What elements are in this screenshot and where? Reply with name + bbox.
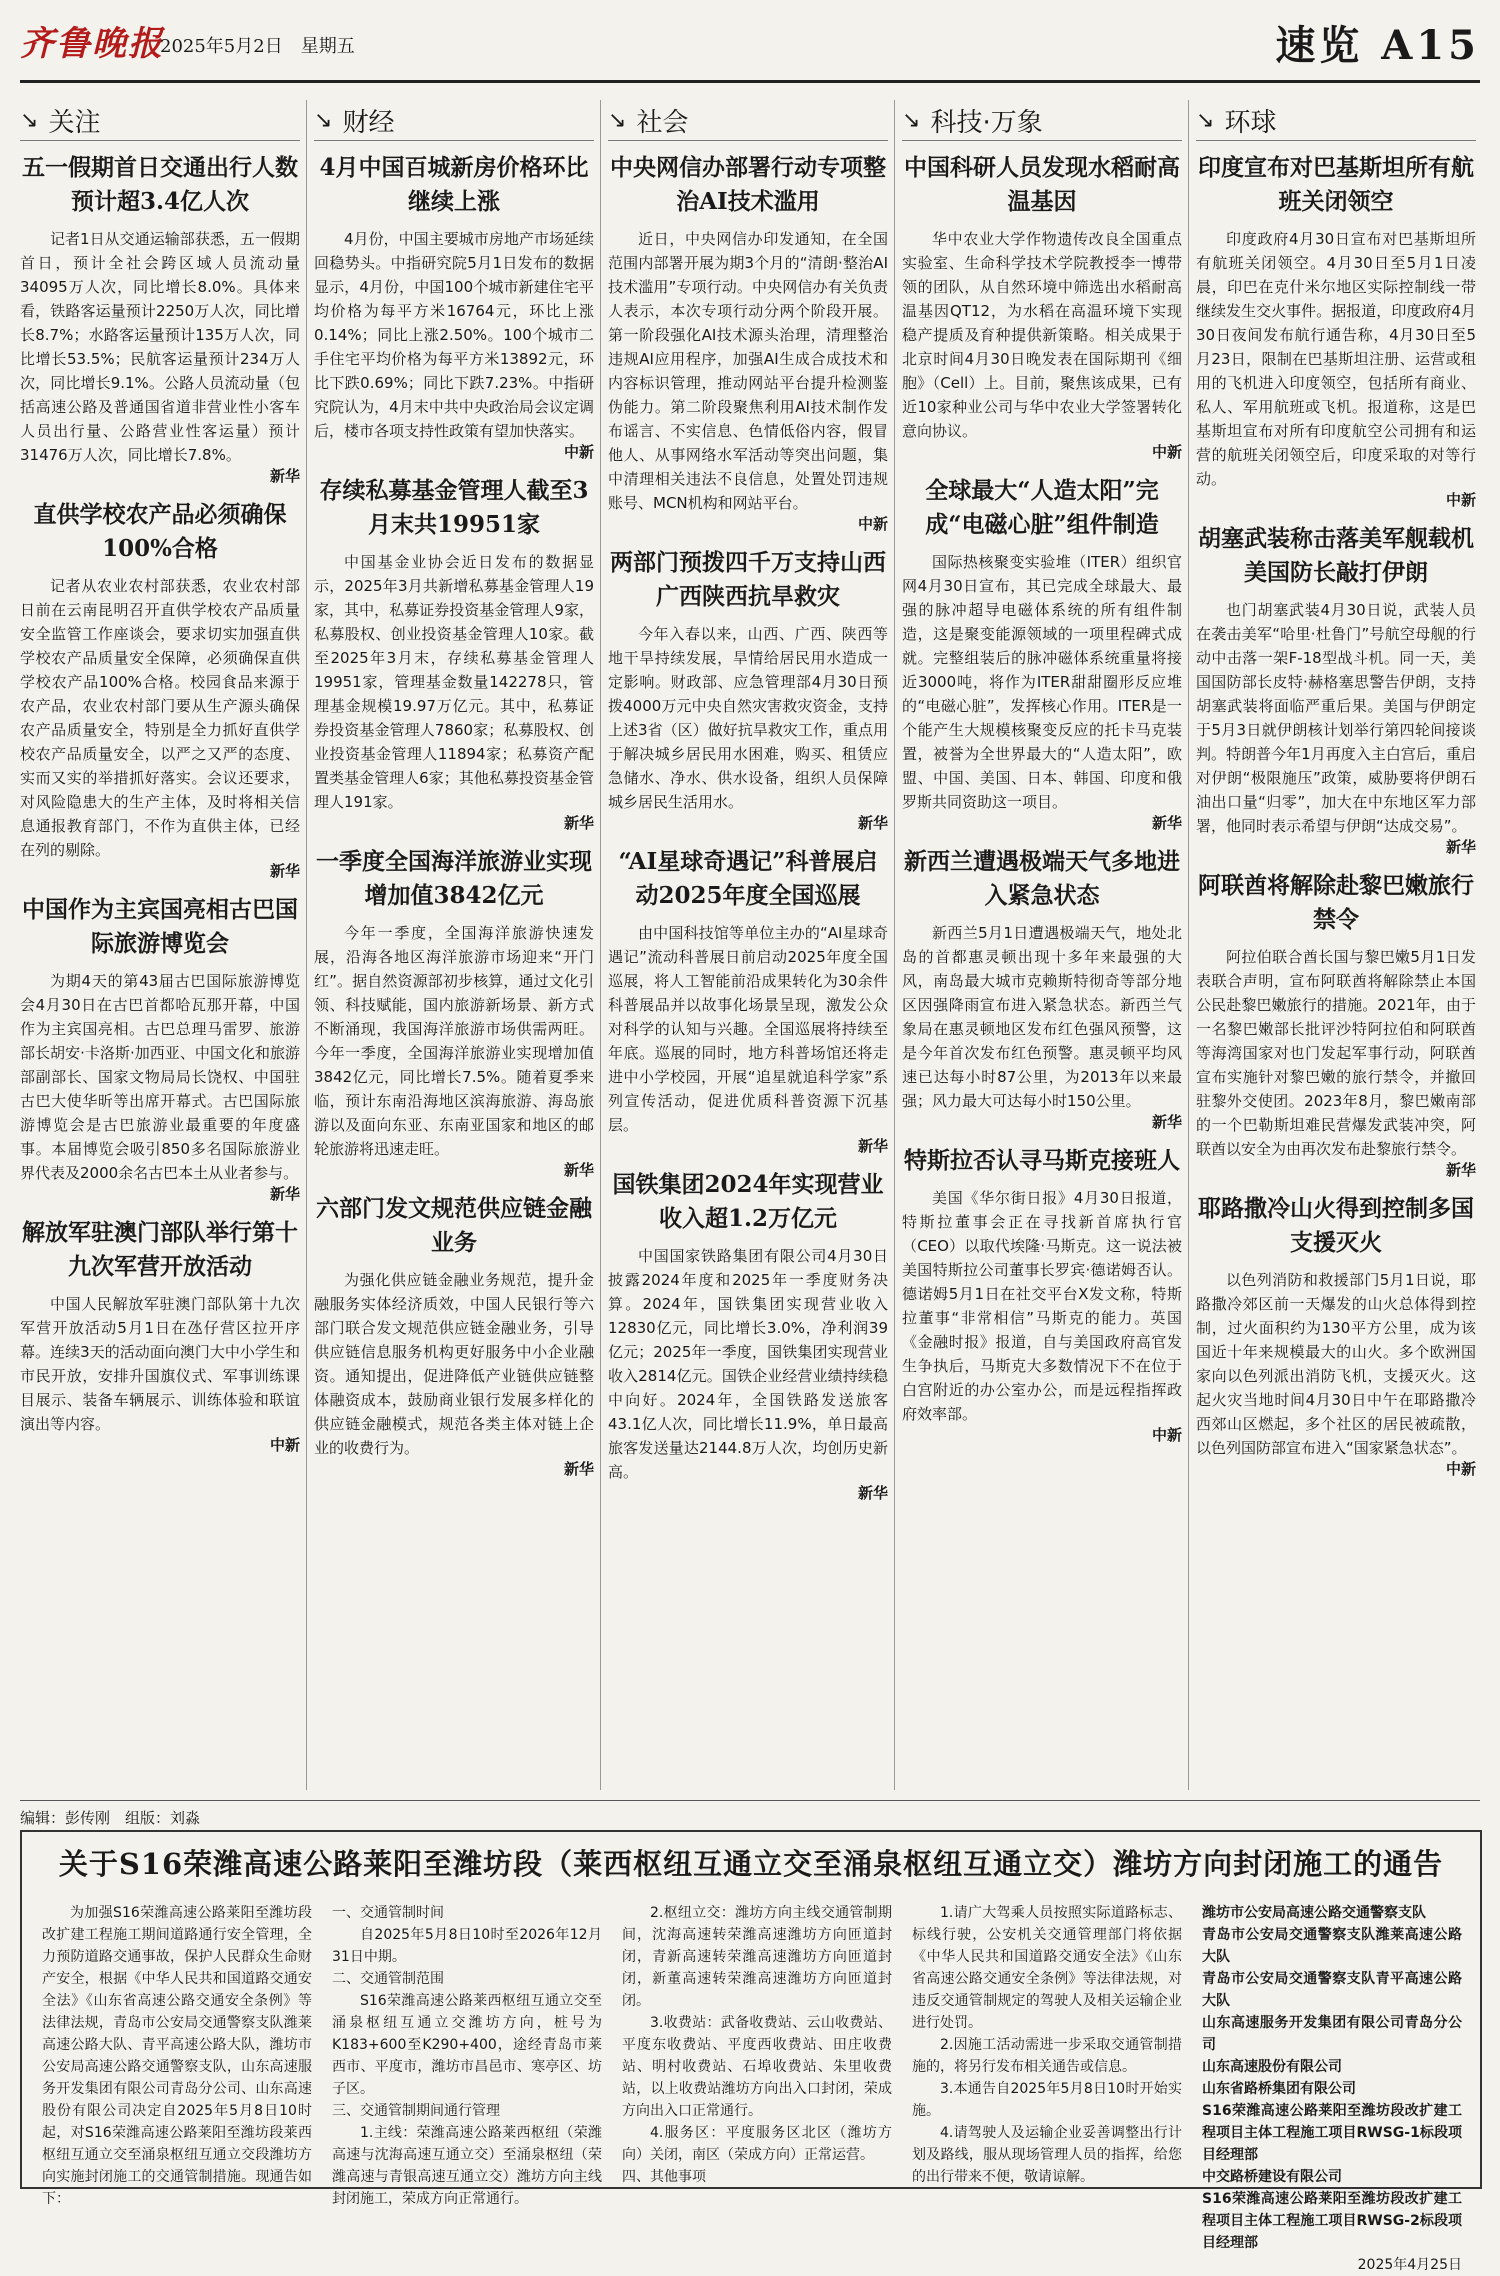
notice-col-3 xyxy=(622,1902,892,2185)
notice-text: 2.因施工活动需进一步采取交通管制措施的，将另行发布相关通告或信息。 xyxy=(912,2037,1182,2075)
arrow-icon: ↘ xyxy=(314,107,333,133)
news-column xyxy=(20,100,300,1790)
notice-section: 二、交通管制范围 xyxy=(332,1971,444,1987)
article-body: 印度政府4月30日宣布对巴基斯坦所有航班关闭领空。4月30日至5月1日凌晨，印巴在克什米尔地区实际控制线一带继续发生交火事件。据报道，印度政府4月30日夜间发布航行通告称，4月30日至5月23日，限制在巴基斯坦注册、运营或租用的飞机进入印度领空，包括所有商业、私人、军用航班或飞机。报道称，这是巴基斯坦宣布对所有印度航空公司拥有和运营的航班关闭领空后，印度采取的对等行动。 xyxy=(1196,230,1476,488)
notice-text: S16荣潍高速公路莱西枢纽互通立交至涌泉枢纽互通立交潍坊方向，桩号为K183+600至K290+400，途经青岛市莱西市、平度市，潍坊市昌邑市、寒亭区、坊子区。 xyxy=(332,1993,602,2097)
article-headline: “AI星球奇遇记”科普展启动2025年度全国巡展 xyxy=(618,848,878,909)
article-body: 也门胡塞武装4月30日说，武装人员在袭击美军“哈里·杜鲁门”号航空母舰的行动中击落一架F-18型战斗机。同一天，美国国防部长皮特·赫格塞思警告伊朗，支持胡塞武装将面临严重后果。美国与伊朗定于5月3日就伊朗核计划举行第四轮间接谈判。特朗普今年1月再度入主白宫后，重启对伊朗“极限施压”政策，威胁要将伊朗石油出口量“归零”，加大在中东地区军力部署，他同时表示希望与伊朗“达成交易”。 xyxy=(1196,601,1476,835)
notice-intro: 为加强S16荣潍高速公路莱阳至潍坊段改扩建工程施工期间道路通行安全管理，全力预防道路交通事故，保护人民群众生命财产安全，根据《中华人民共和国道路交通安全法》《山东省高速公路交通安全条例》等法律法规，青岛市公安局交通警察支队潍莱高速公路大队、青平高速公路大队，潍坊市公安局高速公路交通警察支队，山东高速服务开发集团有限公司青岛分公司、山东高速股份有限公司决定自2025年5月8日10时起，对S16荣潍高速公路莱阳至潍坊段莱西枢纽互通立交至涌泉枢纽互通立交段潍坊方向实施封闭施工的交通管制措施。现通告如下： xyxy=(42,1905,312,2207)
article-body: 记者从农业农村部获悉，农业农村部日前在云南昆明召开直供学校农产品质量安全监管工作座谈会，要求切实加强直供学校农产品质量安全保障，必须确保直供学校农产品100%合格。校园食品来源于农产品，农业农村部门要从生产源头确保农产品质量安全，特别是全力抓好直供学校农产品质量安全，以严之又严的态度、实而又实的举措抓好落实。会议还要求，对风险隐患大的生产主体，及时将相关信息通报教育部门，不作为直供主体，已经在列的剔除。 xyxy=(20,577,300,859)
category-header xyxy=(314,100,594,141)
category-header xyxy=(1196,100,1476,141)
article-source: 中新 xyxy=(857,515,888,533)
arrow-icon: ↘ xyxy=(608,107,627,133)
notice-section: 三、交通管制期间通行管理 xyxy=(332,2103,500,2119)
arrow-icon: ↘ xyxy=(20,107,39,133)
article-headline: 胡塞武装称击落美军舰载机美国防长敲打伊朗 xyxy=(1198,525,1474,586)
article-body: 美国《华尔街日报》4月30日报道，特斯拉董事会正在寻找新首席执行官（CEO）以取代埃隆·马斯克。这一说法被美国特斯拉公司董事长罗宾·德诺姆否认。德诺姆5月1日在社交平台X发文称，特斯拉董事“非常相信”马斯克的能力。英国《金融时报》报道，自与美国政府高官发生争执后，马斯克大多数情况下不在位于白宫附近的办公室办公，而是远程指挥政府效率部。 xyxy=(902,1189,1182,1423)
article-source: 新华 xyxy=(563,1161,594,1179)
notice-section: 四、其他事项 xyxy=(622,2169,706,2185)
article-source: 新华 xyxy=(857,1137,888,1155)
article-body: 以色列消防和救援部门5月1日说，耶路撒冷郊区前一天爆发的山火总体得到控制，过火面积约为130平方公里，成为该国近十年来规模最大的山火。多个欧洲国家向以色列派出消防飞机，支援灭火。这起火灾当地时间4月30日中午在耶路撒冷西郊山区燃起，多个社区的居民被疏散，以色列国防部宣布进入“国家紧急状态”。 xyxy=(1196,1271,1476,1457)
article-headline: 中国作为主宾国亮相古巴国际旅游博览会 xyxy=(22,896,298,957)
article-body: 为强化供应链金融业务规范，提升金融服务实体经济质效，中国人民银行等六部门联合发文规范供应链金融业务，引导供应链信息服务机构更好服务中小企业融资。通知提出，促进降低产业链供应链整体融资成本，鼓励商业银行发展多样化的供应链金融模式，规范各类主体对链上企业的收费行为。 xyxy=(314,1271,594,1457)
notice-col-1 xyxy=(42,1902,312,2207)
article xyxy=(902,151,1182,462)
column-divider xyxy=(894,100,895,1790)
notice-section: 一、交通管制时间 xyxy=(332,1905,444,1921)
notice-text: 4.服务区：平度服务区北区（潍坊方向）关闭，南区（荣成方向）正常运营。 xyxy=(622,2125,892,2163)
article xyxy=(608,1168,888,1503)
notice-date: 2025年4月25日 xyxy=(1357,2257,1462,2273)
notice-text: 3.本通告自2025年5月8日10时开始实施。 xyxy=(912,2081,1182,2119)
masthead xyxy=(20,10,1480,83)
editor-credit: 编辑：彭传刚 组版：刘淼 xyxy=(20,1800,1480,1828)
article-source: 新华 xyxy=(1151,1113,1182,1131)
article-source: 中新 xyxy=(1445,491,1476,509)
article-body: 近日，中央网信办印发通知，在全国范围内部署开展为期3个月的“清朗·整治AI技术滥用”专项行动。中央网信办有关负责人表示，本次专项行动分两个阶段开展。第一阶段强化AI技术源头治理，清理整治违规AI应用程序，加强AI生成合成技术和内容标识管理，推动网站平台提升检测鉴伪能力。第二阶段聚焦利用AI技术制作发布谣言、不实信息、色情低俗内容，假冒他人、从事网络水军活动等突出问题，集中清理相关违法不良信息，处置处罚违规账号、MCN机构和网站平台。 xyxy=(608,230,888,512)
article-headline: 国铁集团2024年实现营业收入超1.2万亿元 xyxy=(612,1171,884,1232)
article xyxy=(1196,1192,1476,1479)
article-source: 新华 xyxy=(269,467,300,485)
article xyxy=(902,1144,1182,1445)
article-headline: 五一假期首日交通出行人数预计超3.4亿人次 xyxy=(22,154,298,215)
article-body: 国际热核聚变实验堆（ITER）组织官网4月30日宣布，其已完成全球最大、最强的脉冲超导电磁体系统的所有组件制造，这是聚变能源领域的一项里程碑式成就。完整组装后的脉冲磁体系统重量将接近3000吨，将作为ITER甜甜圈形反应堆的“电磁心脏”，发挥核心作用。ITER是一个能产生大规模核聚变反应的托卡马克装置，被誉为全世界最大的“人造太阳”，欧盟、中国、美国、日本、韩国、印度和俄罗斯共同资助这一项目。 xyxy=(902,553,1182,811)
article-body: 阿拉伯联合酋长国与黎巴嫩5月1日发表联合声明，宣布阿联酋将解除禁止本国公民赴黎巴嫩旅行的措施。2021年，由于一名黎巴嫩部长批评沙特阿拉伯和阿联酋等海湾国家对也门发起军事行动，阿联酋宣布实施针对黎巴嫩的旅行禁令，并撤回驻黎外交使团。2023年8月，黎巴嫩南部的一个巴勒斯坦难民营爆发武装冲突，阿联酋以安全为由再次发布赴黎旅行禁令。 xyxy=(1196,948,1476,1158)
article xyxy=(608,546,888,833)
signatory: 潍坊市公安局高速公路交通警察支队 xyxy=(1202,1905,1426,1921)
notice-text: 自2025年5月8日10时至2026年12月31日中期。 xyxy=(332,1927,602,1965)
article-source: 中新 xyxy=(1151,1426,1182,1444)
article-body: 中国国家铁路集团有限公司4月30日披露2024年度和2025年一季度财务决算。2024年，国铁集团实现营业收入12830亿元，同比增长3.0%，净利润39亿元；2025年一季度，国铁集团实现营业收入2814亿元。国铁企业经营业绩持续稳中向好。2024年，全国铁路发送旅客43.1亿人次，同比增长11.9%，单日最高旅客发送量达2144.8万人次，均创历史新高。 xyxy=(608,1247,888,1481)
article-source: 新华 xyxy=(857,814,888,832)
article-headline: 耶路撒冷山火得到控制多国支援灭火 xyxy=(1198,1195,1474,1256)
article xyxy=(1196,151,1476,510)
notice-text: 3.收费站：武备收费站、云山收费站、平度东收费站、平度西收费站、田庄收费站、明村收费站、石埠收费站、朱里收费站，以上收费站潍坊方向出入口封闭，荣成方向出入口正常通行。 xyxy=(622,2015,892,2119)
article-headline: 存续私募基金管理人截至3月末共19951家 xyxy=(319,477,589,538)
arrow-icon: ↘ xyxy=(1196,107,1215,133)
article-source: 中新 xyxy=(1151,443,1182,461)
article-source: 新华 xyxy=(1445,1161,1476,1179)
article xyxy=(902,845,1182,1132)
column-divider xyxy=(306,100,307,1790)
signatory: S16荣潍高速公路莱阳至潍坊段改扩建工程项目主体工程施工项目RWSG-2标段项目经理部 xyxy=(1202,2191,1462,2251)
article-headline: 中国科研人员发现水稻耐高温基因 xyxy=(904,154,1180,215)
article-body: 4月份，中国主要城市房地产市场延续回稳势头。中指研究院5月1日发布的数据显示，4月份，中国100个城市新建住宅平均价格为每平方米16764元，环比上涨0.14%；同比上涨2.50%。100个城市二手住宅平均价格为每平方米13892元，环比下跌0.69%；同比下跌7.23%。中指研究院认为，4月末中共中央政治局会议定调后，楼市各项支持性政策有望加快落实。 xyxy=(314,230,594,440)
article xyxy=(902,474,1182,833)
category-label: 关注 xyxy=(48,107,101,138)
article-source: 新华 xyxy=(1151,814,1182,832)
signatory: 中交路桥建设有限公司 xyxy=(1202,2169,1342,2185)
article-source: 中新 xyxy=(563,443,594,461)
newspaper-logo: 齐鲁晚报 xyxy=(20,24,164,64)
page-section: 速览 A15 xyxy=(1275,22,1480,69)
news-column xyxy=(608,100,888,1790)
article-body: 今年入春以来，山西、广西、陕西等地干旱持续发展，旱情给居民用水造成一定影响。财政部、应急管理部4月30日预拨4000万元中央自然灾害救灾资金，支持上述3省（区）做好抗旱救灾工作，重点用于解决城乡居民用水困难，购买、租赁应急储水、净水、供水设备，组织人员保障城乡居民生活用水。 xyxy=(608,625,888,811)
signatory: 青岛市公安局交通警察支队青平高速公路大队 xyxy=(1202,1971,1462,2009)
category-label: 科技·万象 xyxy=(930,107,1043,138)
article xyxy=(314,151,594,462)
article-body: 记者1日从交通运输部获悉，五一假期首日，预计全社会跨区域人员流动量34095万人次，同比增长8.0%。具体来看，铁路客运量预计2250万人次，同比增长8.7%；水路客运量预计135万人次，同比增长53.5%；民航客运量预计234万人次，同比增长9.1%。公路人员流动量（包括高速公路及普通国省道非营业性小客车人员出行量、公路营业性客运量）预计31476万人次，同比增长7.8%。 xyxy=(20,230,300,464)
article xyxy=(1196,869,1476,1180)
notice-text: 1.主线：荣潍高速公路莱西枢纽（荣潍高速与沈海高速互通立交）至涌泉枢纽（荣潍高速与青银高速互通立交）潍坊方向主线封闭施工，荣成方向正常通行。 xyxy=(332,2125,602,2207)
article xyxy=(20,893,300,1204)
category-header xyxy=(902,100,1182,141)
traffic-notice xyxy=(20,1830,1482,2273)
article-source: 新华 xyxy=(857,1484,888,1502)
article-headline: 解放军驻澳门部队举行第十九次军营开放活动 xyxy=(22,1219,298,1280)
article-headline: 直供学校农产品必须确保100%合格 xyxy=(33,501,287,562)
article-source: 新华 xyxy=(1445,838,1476,856)
article-source: 新华 xyxy=(269,1185,300,1203)
arrow-icon: ↘ xyxy=(902,107,921,133)
notice-signatories xyxy=(1202,1902,1462,2273)
article-headline: 六部门发文规范供应链金融业务 xyxy=(316,1195,592,1256)
category-label: 社会 xyxy=(636,107,689,138)
article xyxy=(314,474,594,833)
news-column xyxy=(1196,100,1476,1790)
category-header xyxy=(608,100,888,141)
notice-text: 2.枢纽立交：潍坊方向主线交通管制期间，沈海高速转荣潍高速潍坊方向匝道封闭，青新高速转荣潍高速潍坊方向匝道封闭，新董高速转荣潍高速潍坊方向匝道封闭。 xyxy=(622,1905,892,2009)
signatory: 山东省路桥集团有限公司 xyxy=(1202,2081,1356,2097)
article xyxy=(1196,522,1476,857)
category-label: 环球 xyxy=(1224,107,1277,138)
column-divider xyxy=(600,100,601,1790)
article-body: 今年一季度，全国海洋旅游快速发展，沿海各地区海洋旅游市场迎来“开门红”。据自然资源部初步核算，通过文化引领、科技赋能，国内旅游新场景、新方式不断涌现，我国海洋旅游市场供需两旺。今年一季度，全国海洋旅游业实现增加值3842亿元，同比增长7.5%。随着夏季来临，预计东南沿海地区滨海旅游、海岛旅游以及面向东亚、东南亚国家和地区的邮轮旅游将迅速走旺。 xyxy=(314,924,594,1158)
article-source: 新华 xyxy=(269,862,300,880)
article xyxy=(20,1216,300,1455)
article-headline: 4月中国百城新房价格环比继续上涨 xyxy=(319,154,589,215)
article xyxy=(314,1192,594,1479)
category-header xyxy=(20,100,300,141)
notice-col-2 xyxy=(332,1902,602,2207)
news-columns xyxy=(20,100,1480,1790)
article-headline: 一季度全国海洋旅游业实现增加值3842亿元 xyxy=(316,848,592,909)
notice-col-4 xyxy=(912,1902,1182,2185)
column-divider xyxy=(1188,100,1189,1790)
signatory: S16荣潍高速公路莱阳至潍坊段改扩建工程项目主体工程施工项目RWSG-1标段项目经理部 xyxy=(1202,2103,1462,2163)
article-headline: 中央网信办部署行动专项整治AI技术滥用 xyxy=(610,154,886,215)
article-headline: 全球最大“人造太阳”完成“电磁心脏”组件制造 xyxy=(925,477,1159,538)
signatory: 山东高速股份有限公司 xyxy=(1202,2059,1342,2075)
notice-text: 1.请广大驾乘人员按照实际道路标志、标线行驶，公安机关交通管理部门将依据《中华人民共和国道路交通安全法》《山东省高速公路交通安全条例》等法律法规，对违反交通管制规定的驾驶人及相关运输企业进行处罚。 xyxy=(912,1905,1182,2031)
article xyxy=(608,151,888,534)
issue-date: 2025年5月2日 星期五 xyxy=(160,36,355,57)
article-body: 华中农业大学作物遗传改良全国重点实验室、生命科学技术学院教授李一博带领的团队，从自然环境中筛选出水稻耐高温基因QT12，为水稻在高温环境下实现稳产提质及育种提供新策略。相关成果于北京时间4月30日晚发表在国际期刊《细胞》（Cell）上。目前，聚焦该成果，已有近10家种业公司与华中农业大学签署转化意向协议。 xyxy=(902,230,1182,440)
article-body: 为期4天的第43届古巴国际旅游博览会4月30日在古巴首都哈瓦那开幕，中国作为主宾国亮相。古巴总理马雷罗、旅游部长胡安·卡洛斯·加西亚、中国文化和旅游部副部长、国家文物局局长饶权、中国驻古巴大使华昕等出席开幕式。古巴国际旅游博览会是古巴旅游业最重要的年度盛事。本届博览会吸引850多名国际旅游业界代表及2000余名古巴本土从业者参与。 xyxy=(20,972,300,1182)
article-headline: 特斯拉否认寻马斯克接班人 xyxy=(904,1147,1180,1174)
news-column xyxy=(314,100,594,1790)
notice-text: 4.请驾驶人及运输企业妥善调整出行计划及路线，服从现场管理人员的指挥，给您的出行带来不便，敬请谅解。 xyxy=(912,2125,1182,2185)
article xyxy=(608,845,888,1156)
article xyxy=(20,498,300,881)
article-headline: 阿联酋将解除赴黎巴嫩旅行禁令 xyxy=(1198,872,1474,933)
category-label: 财经 xyxy=(342,107,395,138)
article-body: 新西兰5月1日遭遇极端天气，地处北岛的首都惠灵顿出现十多年来最强的大风，南岛最大城市克赖斯特彻奇等部分地区因强降雨宣布进入紧急状态。新西兰气象局在惠灵顿地区发布红色强风预警，这是今年首次发布红色预警。惠灵顿平均风速已达每小时87公里，为2013年以来最强；风力最大可达每小时150公里。 xyxy=(902,924,1182,1110)
article-body: 中国人民解放军驻澳门部队第十九次军营开放活动5月1日在氹仔营区拉开序幕。连续3天的活动面向澳门大中小学生和市民开放，安排升国旗仪式、军事训练课目展示、装备车辆展示、训练体验和联谊演出等内容。 xyxy=(20,1295,300,1433)
notice-title: 关于S16荣潍高速公路莱阳至潍坊段（莱西枢纽互通立交至涌泉枢纽互通立交）潍坊方向封闭施工的通告 xyxy=(58,1847,1444,1881)
article-source: 新华 xyxy=(563,814,594,832)
news-column xyxy=(902,100,1182,1790)
signatory: 青岛市公安局交通警察支队潍莱高速公路大队 xyxy=(1202,1927,1462,1965)
article-headline: 印度宣布对巴基斯坦所有航班关闭领空 xyxy=(1198,154,1474,215)
article-body: 中国基金业协会近日发布的数据显示，2025年3月共新增私募基金管理人19家，其中，私募证券投资基金管理人9家，私募股权、创业投资基金管理人10家。截至2025年3月末，存续私募基金管理人19951家，管理基金数量142278只，管理基金规模19.97万亿元。其中，私募证券投资基金管理人7860家；私募股权、创业投资基金管理人11894家；私募资产配置类基金管理人6家；其他私募投资基金管理人191家。 xyxy=(314,553,594,811)
signatory: 山东高速服务开发集团有限公司青岛分公司 xyxy=(1202,2015,1462,2053)
article-source: 新华 xyxy=(563,1460,594,1478)
article-headline: 两部门预拨四千万支持山西广西陕西抗旱救灾 xyxy=(610,549,886,610)
article-source: 中新 xyxy=(269,1436,300,1454)
article-body: 由中国科技馆等单位主办的“AI星球奇遇记”流动科普展日前启动2025年度全国巡展，将人工智能前沿成果转化为30余件科普展品并以故事化场景呈现，激发公众对科学的认知与兴趣。全国巡展将持续至年底。巡展的同时，地方科普场馆还将走进中小学校园，开展“追星就追科学家”系列宣传活动，促进优质科普资源下沉基层。 xyxy=(608,924,888,1134)
article xyxy=(20,151,300,486)
article xyxy=(314,845,594,1180)
article-headline: 新西兰遭遇极端天气多地进入紧急状态 xyxy=(904,848,1180,909)
article-source: 中新 xyxy=(1445,1460,1476,1478)
